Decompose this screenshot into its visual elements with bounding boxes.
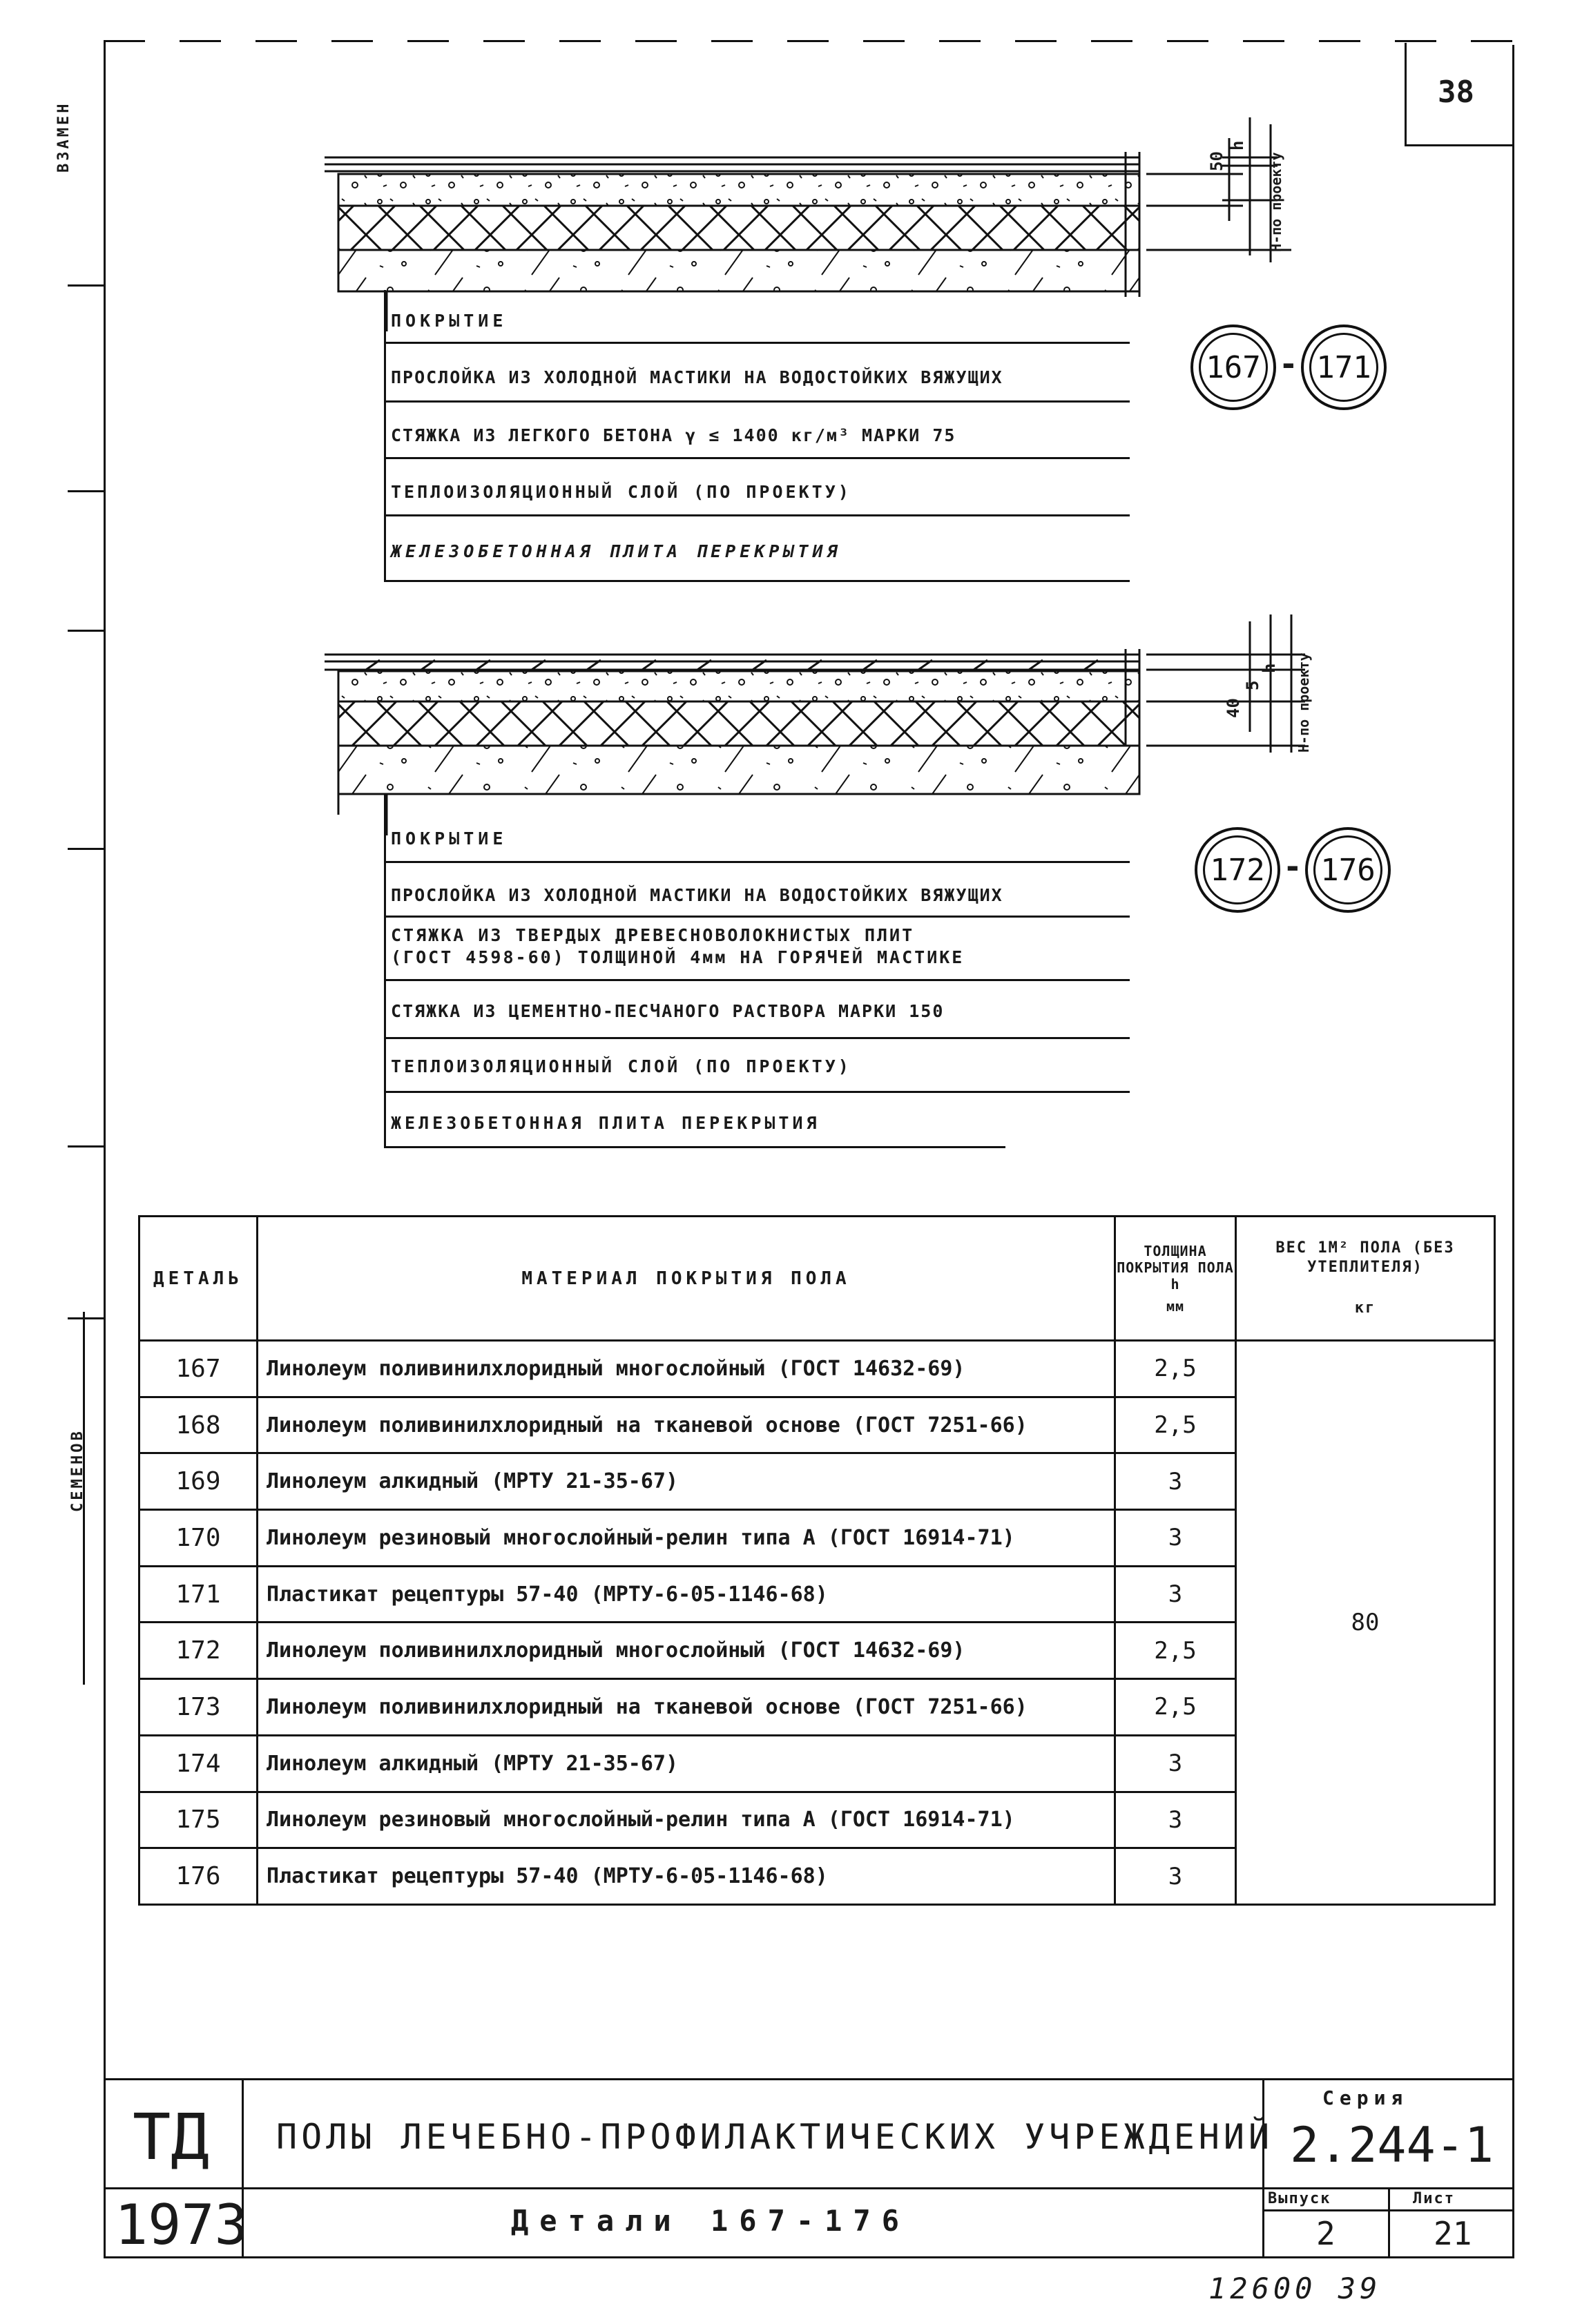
row-detail-number: 167 [139,1341,258,1397]
row-thickness: 2,5 [1115,1341,1236,1397]
title-block-issue-divider [1388,2187,1390,2256]
drawing-subtitle: Детали 167-176 [511,2204,911,2238]
detail-2-layer-line [384,1146,1005,1148]
detail-1-layer-label: ПОКРЫТИЕ [391,311,508,331]
detail-2-dim-5: 5 [1243,680,1262,690]
detail-1-layer-label: ЖЕЛЕЗОБЕТОННАЯ ПЛИТА ПЕРЕКРЫТИЯ [391,541,842,561]
margin-tick [68,1145,106,1148]
sheet-value: 21 [1434,2215,1472,2252]
thickness-header-symbol: h [1170,1275,1180,1292]
title-block-mid-line [104,2187,1514,2189]
table-header-row [139,1217,1495,1341]
margin-tick [68,490,106,492]
frame-right-border [1512,45,1514,2258]
detail-2-leader [384,794,386,1146]
row-detail-number: 170 [139,1510,258,1567]
detail-2-section-drawing [325,608,1374,842]
row-thickness: 3 [1115,1735,1236,1792]
sheet-label: Лист [1413,2190,1455,2207]
detail-2-layer-label: ПРОСЛОЙКА ИЗ ХОЛОДНОЙ МАСТИКИ НА ВОДОСТОЙКИХ ВЯЖУЩИХ [391,885,1003,905]
col-header-detail: ДЕТАЛЬ [139,1217,258,1341]
detail-1-leader [384,290,386,580]
frame-bottom-border [104,2256,1514,2258]
detail-1-ref-circle-end: 171 [1301,325,1387,410]
row-detail-number: 173 [139,1679,258,1736]
detail-2-dim-h-project: Н-по проекту [1295,652,1312,753]
row-thickness: 3 [1115,1792,1236,1848]
row-material: Линолеум алкидный (МРТУ 21-35-67) [258,1453,1115,1510]
series-label: Серия [1322,2086,1409,2109]
detail-1-ref-dash: - [1279,345,1298,383]
materials-table [138,1215,1496,1906]
detail-1-ref-circle-start: 167 [1190,325,1276,410]
side-stamp-semenov: СЕМЕНОВ [69,1429,86,1512]
detail-2-layer-line [384,1037,1130,1039]
detail-1-dim-50: 50 [1207,151,1226,171]
detail-2-ref-circle-end: 176 [1305,827,1391,913]
detail-2-dim-h: h [1260,663,1279,673]
detail-1-layer-line [384,514,1130,516]
drawing-title: ПОЛЫ ЛЕЧЕБНО-ПРОФИЛАКТИЧЕСКИХ УЧРЕЖДЕНИЙ [276,2117,1274,2157]
col-header-material: МАТЕРИАЛ ПОКРЫТИЯ ПОЛА [258,1217,1115,1341]
margin-tick [68,630,106,632]
row-material: Линолеум алкидный (МРТУ 21-35-67) [258,1735,1115,1792]
detail-2-layer-line [384,861,1130,863]
issue-label: Выпуск [1268,2190,1331,2207]
series-value: 2.244-1 [1290,2117,1494,2173]
detail-2-layer-line [384,979,1130,981]
margin-tick [68,1317,106,1319]
row-thickness: 2,5 [1115,1397,1236,1453]
detail-1-layer-line [384,400,1130,403]
detail-1-dim-h-project: Н-по проекту [1268,152,1284,252]
weight-header-label: ВЕС 1М² ПОЛА (БЕЗ УТЕПЛИТЕЛЯ) [1275,1239,1455,1277]
detail-2-layer-label: ТЕПЛОИЗОЛЯЦИОННЫЙ СЛОЙ (ПО ПРОЕКТУ) [391,1056,851,1076]
row-material: Линолеум поливинилхлоридный на тканевой основе (ГОСТ 7251-66) [258,1679,1115,1736]
row-material: Линолеум резиновый многослойный-релин типа А (ГОСТ 16914-71) [258,1510,1115,1567]
frame-left-border [104,41,106,2258]
table-row [139,1341,1495,1397]
row-material: Линолеум поливинилхлоридный на тканевой основе (ГОСТ 7251-66) [258,1397,1115,1453]
row-material: Линолеум резиновый многослойный-релин типа А (ГОСТ 16914-71) [258,1792,1115,1848]
row-thickness: 2,5 [1115,1679,1236,1736]
detail-2-layer-label: ЖЕЛЕЗОБЕТОННАЯ ПЛИТА ПЕРЕКРЫТИЯ [391,1113,820,1133]
title-block-divider [1262,2078,1264,2256]
sheet-number: 38 [1438,75,1474,110]
detail-1-layer-label: ТЕПЛОИЗОЛЯЦИОННЫЙ СЛОЙ (ПО ПРОЕКТУ) [391,482,851,502]
row-detail-number: 172 [139,1623,258,1679]
detail-2-layer-label: (ГОСТ 4598-60) ТОЛЩИНОЙ 4мм НА ГОРЯЧЕЙ МАСТИКЕ [391,947,965,967]
issue-value: 2 [1316,2215,1336,2252]
row-thickness: 3 [1115,1510,1236,1567]
title-block-top-line [104,2078,1514,2080]
row-detail-number: 169 [139,1453,258,1510]
detail-2-layer-line [384,916,1130,918]
row-detail-number: 171 [139,1566,258,1623]
year: 1973 [115,2193,248,2257]
detail-1-layer-line [384,342,1130,344]
row-detail-number: 174 [139,1735,258,1792]
row-detail-number: 176 [139,1848,258,1905]
margin-tick [68,284,106,287]
side-stamp-vzamen: ВЗАМЕН [55,101,73,173]
row-thickness: 3 [1115,1848,1236,1905]
thickness-header-unit: мм [1166,1297,1185,1315]
detail-2-layer-label: СТЯЖКА ИЗ ТВЕРДЫХ ДРЕВЕСНОВОЛОКНИСТЫХ ПЛИТ [391,925,915,945]
thickness-header-label: ТОЛЩИНА ПОКРЫТИЯ ПОЛА [1117,1242,1234,1276]
detail-2-layer-label: ПОКРЫТИЕ [391,829,508,849]
detail-2-ref-circle-start: 172 [1195,827,1280,913]
weight-header-unit: кг [1354,1299,1376,1317]
detail-1-section-drawing [325,110,1374,331]
detail-2-ref-dash: - [1283,848,1302,885]
col-header-thickness [1115,1217,1236,1341]
row-material: Линолеум поливинилхлоридный многослойный (ГОСТ 14632-69) [258,1341,1115,1397]
detail-1-layer-line [384,457,1130,459]
row-material: Пластикат рецептуры 57-40 (МРТУ-6-05-1146-68) [258,1566,1115,1623]
row-thickness: 3 [1115,1566,1236,1623]
row-detail-number: 168 [139,1397,258,1453]
detail-1-layer-label: ПРОСЛОЙКА ИЗ ХОЛОДНОЙ МАСТИКИ НА ВОДОСТОЙКИХ ВЯЖУЩИХ [391,367,1003,387]
detail-1-layer-label: СТЯЖКА ИЗ ЛЕГКОГО БЕТОНА γ ≤ 1400 кг/м³ МАРКИ 75 [391,425,956,445]
frame-top-border [104,40,1512,42]
detail-1-dim-h: h [1228,140,1247,151]
row-material: Линолеум поливинилхлоридный многослойный (ГОСТ 14632-69) [258,1623,1115,1679]
archive-number: 12600 39 [1208,2272,1382,2305]
detail-2-dim-40: 40 [1224,698,1243,718]
detail-1-layer-line [384,580,1130,582]
row-thickness: 2,5 [1115,1623,1236,1679]
weight-value: 80 [1236,1341,1495,1905]
detail-2-layer-line [384,1091,1130,1093]
row-detail-number: 175 [139,1792,258,1848]
detail-2-layer-label: СТЯЖКА ИЗ ЦЕМЕНТНО-ПЕСЧАНОГО РАСТВОРА МАРКИ 150 [391,1001,945,1021]
margin-tick [68,848,106,850]
col-header-weight [1236,1217,1495,1341]
row-thickness: 3 [1115,1453,1236,1510]
row-material: Пластикат рецептуры 57-40 (МРТУ-6-05-1146-68) [258,1848,1115,1905]
org-code: ТД [133,2100,209,2174]
